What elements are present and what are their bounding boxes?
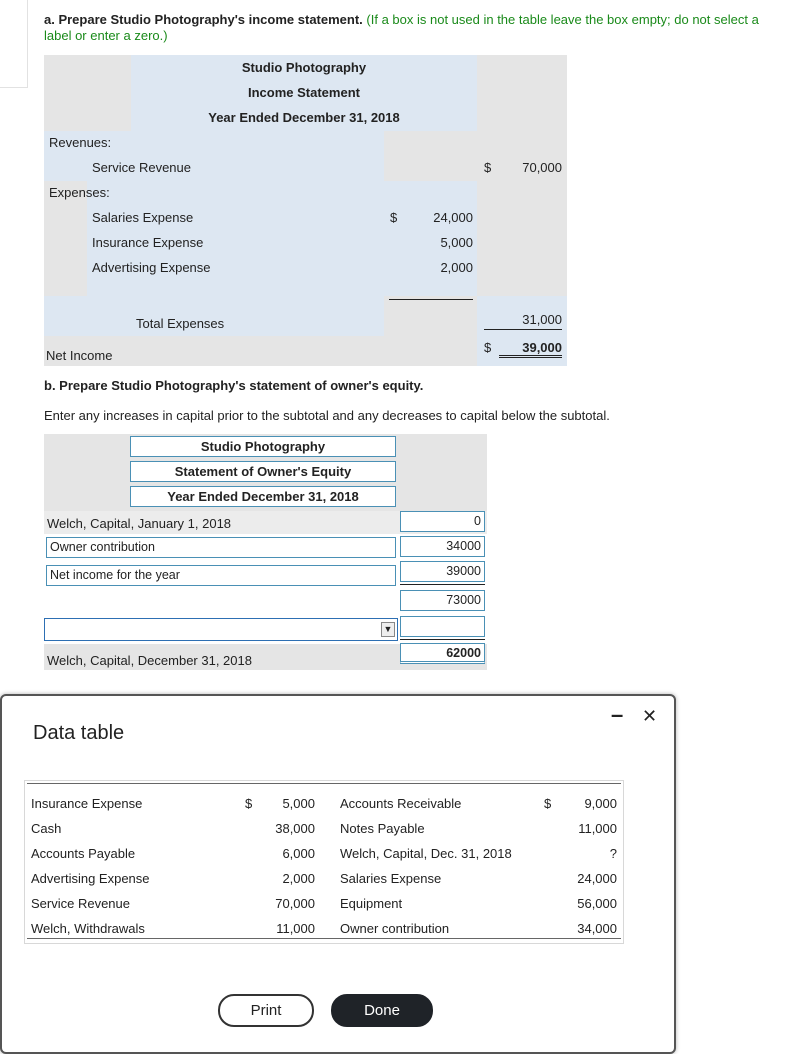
service-revenue-value: 70,000 <box>522 160 562 175</box>
data-dollar: $ <box>544 796 552 811</box>
left-gutter <box>0 0 28 88</box>
expense-dollar: $ <box>390 210 398 225</box>
data-value: 2,000 <box>282 871 315 886</box>
data-value: 38,000 <box>275 821 315 836</box>
minimize-icon[interactable]: – <box>611 702 624 727</box>
is-statement-name: Income Statement <box>248 85 360 100</box>
net-income-label: Net Income <box>46 348 113 363</box>
ending-capital-input[interactable]: 62000 <box>400 643 485 664</box>
total-expenses-label: Total Expenses <box>136 316 225 331</box>
data-label: Cash <box>31 821 62 836</box>
data-value: 24,000 <box>577 871 617 886</box>
data-label: Owner contribution <box>340 921 450 936</box>
print-button[interactable]: Print <box>218 994 314 1027</box>
modal-title: Data table <box>33 722 125 744</box>
data-value: 9,000 <box>584 796 617 811</box>
expenses-label: Expenses: <box>49 185 110 200</box>
income-statement <box>44 55 567 366</box>
net-income-input[interactable]: 39000 <box>400 561 485 582</box>
data-table <box>24 780 624 944</box>
service-revenue-dollar: $ <box>484 160 492 175</box>
data-dollar: $ <box>245 796 253 811</box>
service-revenue-label: Service Revenue <box>92 160 191 175</box>
done-button[interactable]: Done <box>331 994 433 1027</box>
beginning-capital-label: Welch, Capital, January 1, 2018 <box>47 516 232 531</box>
data-label: Notes Payable <box>340 821 425 836</box>
expense-label: Advertising Expense <box>92 260 211 275</box>
is-period: Year Ended December 31, 2018 <box>208 110 400 125</box>
data-table-modal <box>0 694 676 1054</box>
data-value: 11,000 <box>276 921 315 936</box>
subtotal-input[interactable]: 73000 <box>400 590 485 611</box>
ending-capital-label: Welch, Capital, December 31, 2018 <box>47 653 252 668</box>
part-a-prompt <box>44 12 784 44</box>
beginning-capital-input[interactable]: 0 <box>400 511 485 532</box>
part-b-instruction: Enter any increases in capital prior to the subtotal and any decreases to capital below the subtotal. <box>44 408 610 423</box>
part-b-prompt <box>44 378 423 394</box>
net-income-label-input[interactable]: Net income for the year <box>46 565 396 586</box>
data-label: Welch, Capital, Dec. 31, 2018 <box>340 846 512 861</box>
decrease-label-select[interactable] <box>44 618 398 641</box>
subtotal-rule <box>389 299 473 300</box>
oe-statement-name[interactable]: Statement of Owner's Equity <box>130 461 396 482</box>
data-label: Accounts Payable <box>31 846 136 861</box>
close-icon[interactable]: ✕ <box>642 706 658 726</box>
expense-value: 2,000 <box>440 260 473 275</box>
is-company-name: Studio Photography <box>241 60 367 75</box>
subtotal-rule <box>400 639 485 640</box>
owner-contribution-label-input[interactable]: Owner contribution <box>46 537 396 558</box>
data-label: Insurance Expense <box>31 796 143 811</box>
decrease-input[interactable] <box>400 616 485 637</box>
oe-period[interactable]: Year Ended December 31, 2018 <box>130 486 396 507</box>
expense-value: 24,000 <box>433 210 473 225</box>
data-value: 34,000 <box>577 921 617 936</box>
oe-company-name[interactable]: Studio Photography <box>130 436 396 457</box>
net-income-value: 39,000 <box>499 340 562 358</box>
data-label: Welch, Withdrawals <box>31 921 145 936</box>
part-a-prompt-bold: a. Prepare Studio Photography's income statement. <box>44 12 363 27</box>
net-income-dollar: $ <box>484 340 492 355</box>
data-label: Advertising Expense <box>31 871 150 886</box>
part-b-prompt-bold: b. Prepare Studio Photography's statement of owner's equity. <box>44 378 424 393</box>
data-label: Salaries Expense <box>340 871 442 886</box>
data-label: Service Revenue <box>31 896 130 911</box>
revenues-label: Revenues: <box>49 135 112 150</box>
data-value: 70,000 <box>275 896 315 911</box>
data-value: 5,000 <box>282 796 315 811</box>
expense-label: Insurance Expense <box>92 235 204 250</box>
subtotal-rule <box>400 584 485 585</box>
data-value: 56,000 <box>577 896 617 911</box>
chevron-down-icon[interactable]: ▼ <box>381 622 395 637</box>
data-value: ? <box>609 846 617 861</box>
data-value: 11,000 <box>578 821 617 836</box>
part-a-hint: (If a box is not used in the table leave the box empty; do not select a label or enter a zero.) <box>44 12 759 43</box>
expense-label: Salaries Expense <box>92 210 194 225</box>
data-label: Accounts Receivable <box>340 796 462 811</box>
expense-value: 5,000 <box>440 235 473 250</box>
owners-equity-statement <box>44 434 487 670</box>
data-label: Equipment <box>340 896 403 911</box>
data-value: 6,000 <box>282 846 315 861</box>
total-expenses-value: 31,000 <box>484 312 562 330</box>
owner-contribution-input[interactable]: 34000 <box>400 536 485 557</box>
